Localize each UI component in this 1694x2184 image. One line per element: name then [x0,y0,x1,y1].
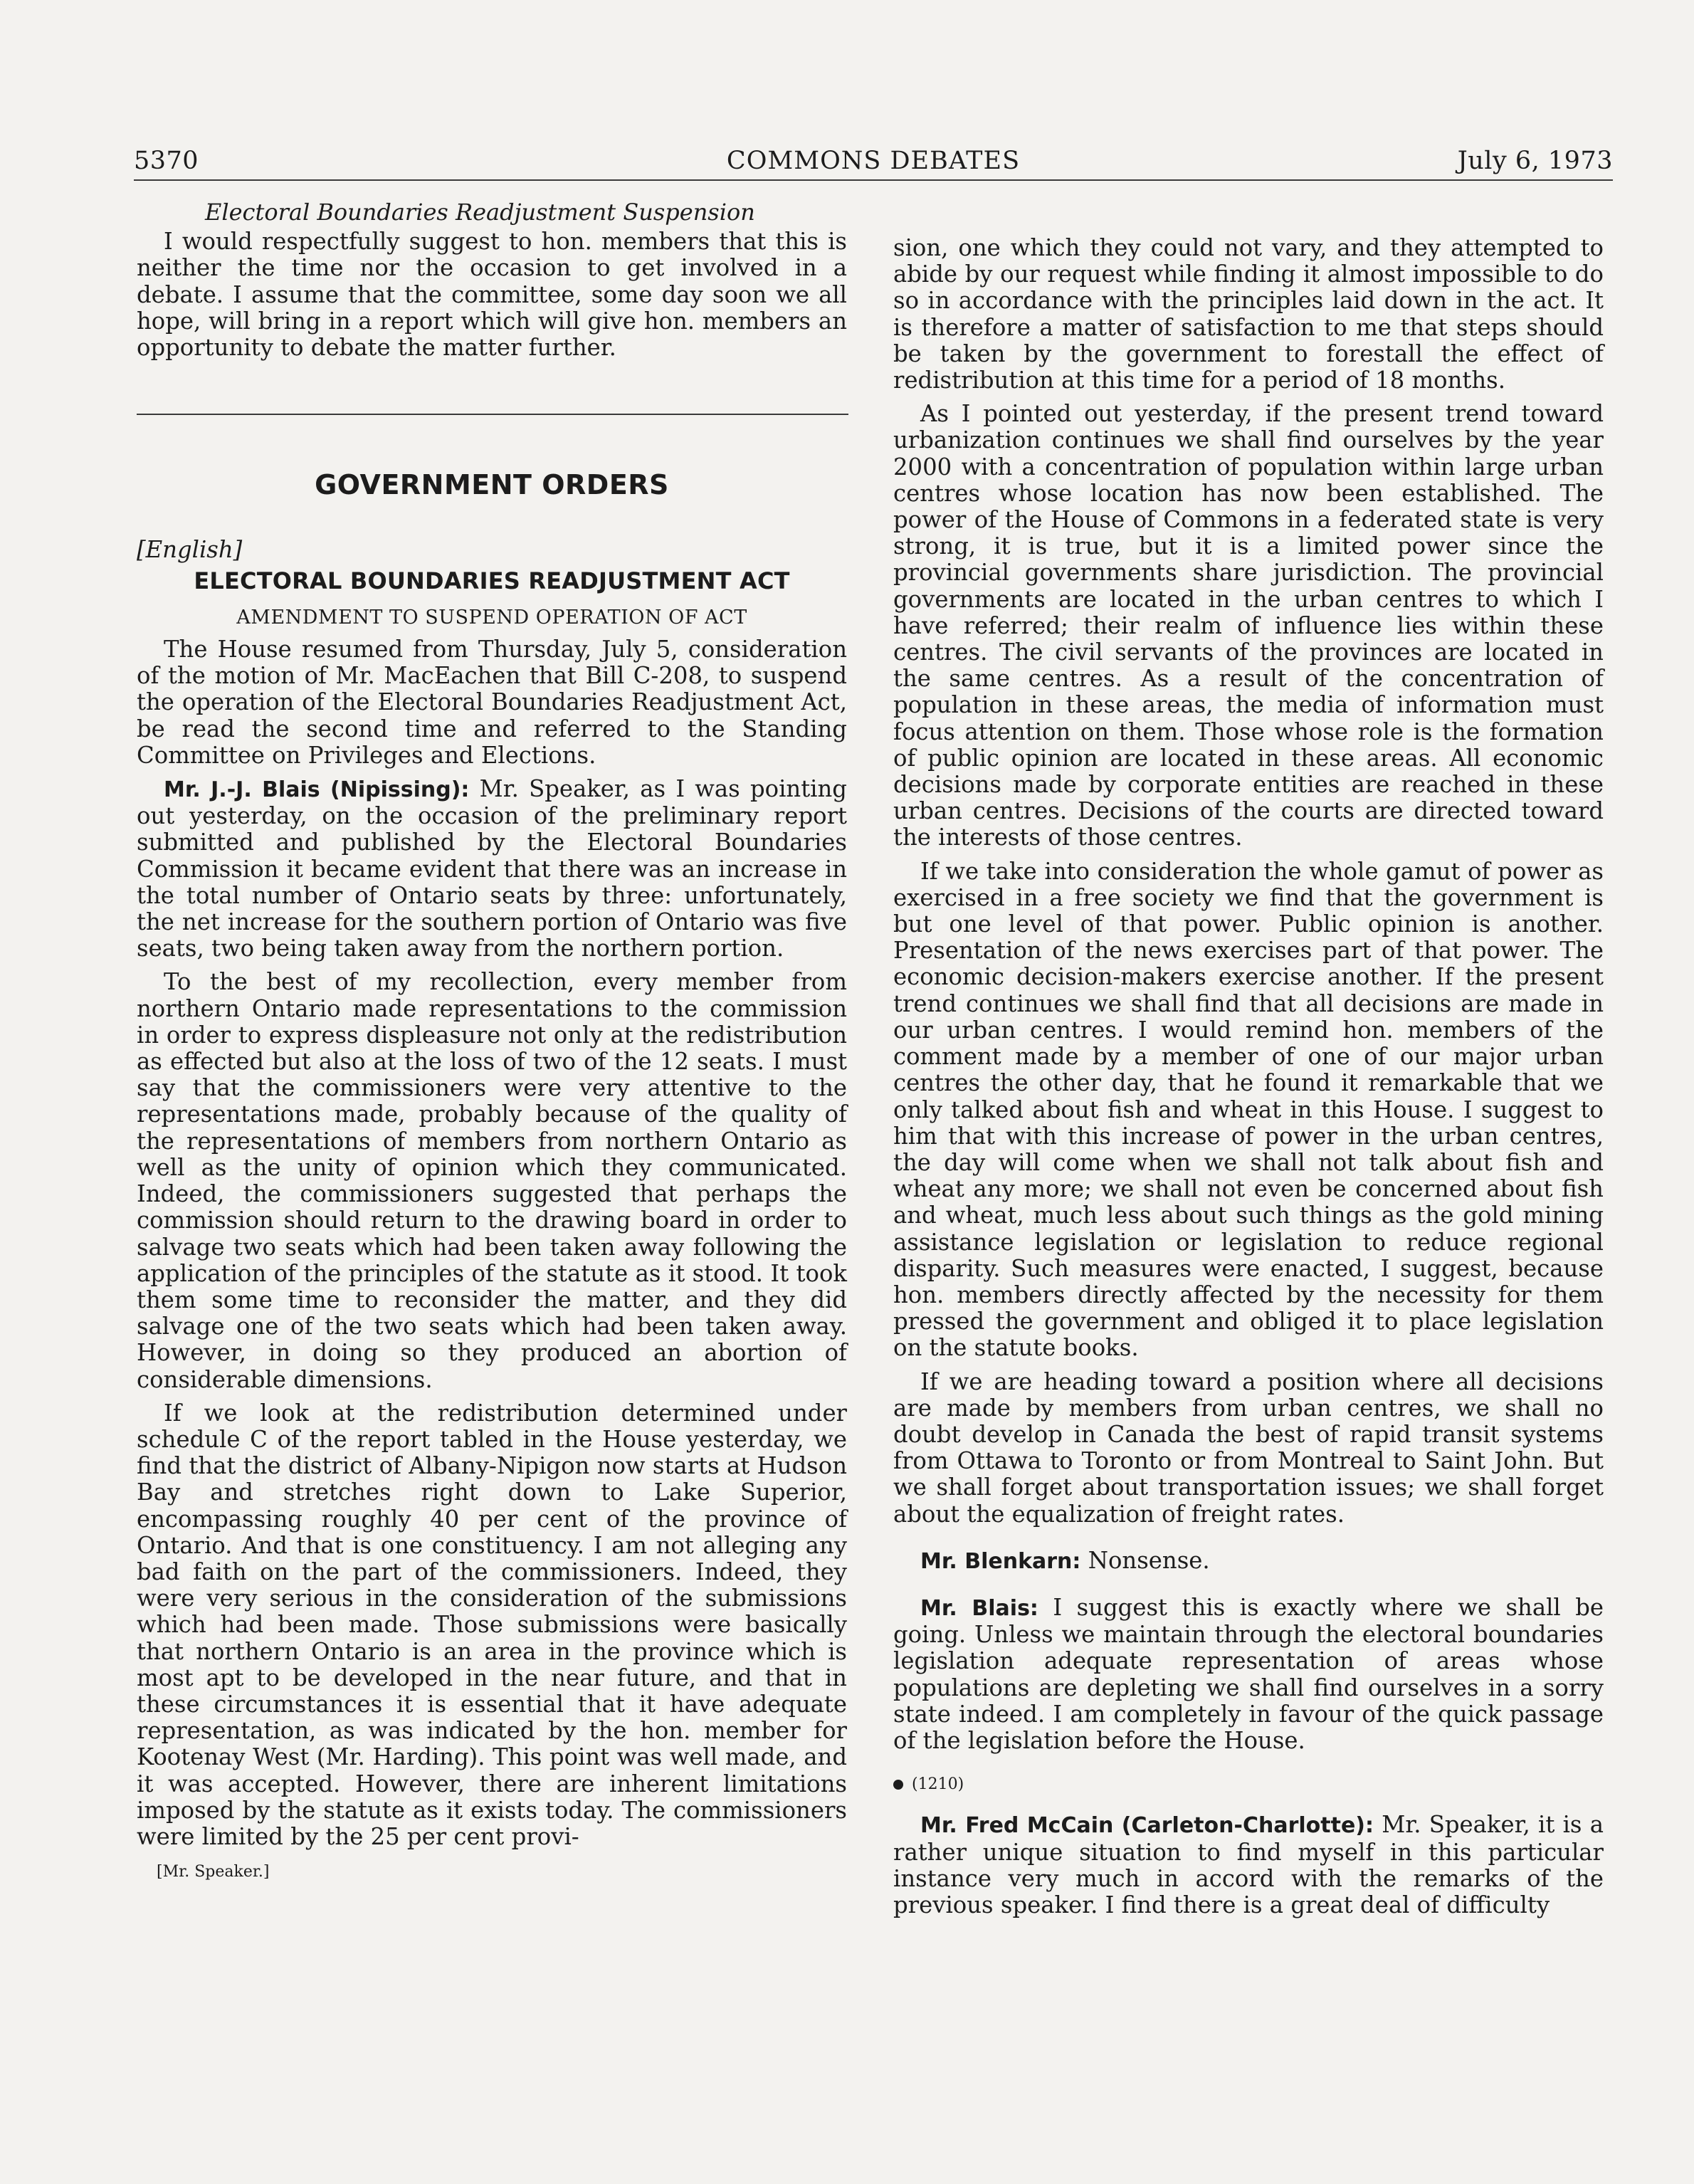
right-column [893,235,1604,1918]
act-title: ELECTORAL BOUNDARIES READJUSTMENT ACT [194,567,790,594]
speaker-name: Mr. Blenkarn: [920,1548,1081,1574]
trend-paragraph: As I pointed out yesterday, if the present trend toward urbanization continues we shall find ourselves by the year 2000 with a concentration of population within large urban centres whose location has now been established. The power of the House of Commons in a federated state is very strong, it is true, but it is a limited power since the provincial governments share jurisdiction. The provincial governments are located in the urban centres to which I have referred; their realm of influence lies within these centres. The civil servants of the provinces are located in the same centres. As a result of the concentration of population in these areas, the media of information must focus attention on them. Those whose role is the formation of public opinion are located in these areas. All economic decisions made by corporate entities are reached in these urban centres. Decisions of the courts are directed toward the interests of those centres. [893,400,1604,851]
page-header [134,142,1613,181]
page-date: July 6, 1973 [1457,147,1613,175]
section-divider [137,414,848,415]
speaker-name: Mr. Fred McCain (Carleton-Charlotte): [920,1813,1374,1839]
mccain-paragraph: Mr. Fred McCain (Carleton-Charlotte): Mr. Speaker, it is a rather unique situation to find myself in this particular instance very much in accord with the remarks of the previous speaker. I find there is a great deal of difficulty [893,1811,1604,1918]
blais-final-paragraph: Mr. Blais: I suggest this is exactly where we shall be going. Unless we maintain through the electoral boundaries legislation adequate representation of areas whose populations are depleting we shall find ourselves in a sorry state indeed. I am completely in favour of the quick passage of the legislation before the House. [893,1593,1604,1754]
blais-paragraph-3: If we look at the redistribution determined under schedule C of the report tabled in the House yesterday, we find that the district of Albany-Nipigon now starts at Hudson Bay and stretches right down to Lake Superior, encompassing roughly 40 per cent of the province of Ontario. And that is one constituency. I am not alleging any bad faith on the part of the commissioners. Indeed, they were very serious in the consideration of the submissions which had been made. Those submissions were basically that northern Ontario is an area in the province which is most apt to be developed in the near future, and that in these circumstances it is essential that it have adequate representation, as was indicated by the hon. member for Kootenay West (Mr. Harding). This point was well made, and it was accepted. However, there are inherent limitations imposed by the statute as it exists today. The commissioners were limited by the 25 per cent provi- [137,1399,847,1850]
intro-paragraph: I would respectfully suggest to hon. members that this is neither the time nor the occasion to get involved in a debate. I assume that the committee, some day soon we all hope, will bring in a report which will give hon. members an opportunity to debate the matter further. [137,228,847,362]
blenkarn-paragraph: Mr. Blenkarn: Nonsense. [920,1546,1210,1574]
resumed-paragraph: The House resumed from Thursday, July 5, consideration of the motion of Mr. MacEachen that Bill C-208, to suspend the operation of the Electoral Boundaries Readjustment Act, be read the second time and referred to the Standing Committee on Privileges and Elections. [137,636,847,769]
power-paragraph: If we take into consideration the whole gamut of power as exercised in a free society we find that the government is but one level of that power. Public opinion is another. Presentation of the news exercises part of that power. The economic decision-makers exercise another. If the present trend continues we shall find that all decisions are made in our urban centres. I would remind hon. members of the comment made by a member of one of our major urban centres the other day, that he found it remarkable that we only talked about fish and wheat in this House. I suggest to him that with this increase of power in the urban centres, the day will come when we shall not talk about fish and wheat any more; we shall not even be concerned about fish and wheat, much less about such things as the gold mining assistance legislation or legislation to reduce regional disparity. Such measures were enacted, I suggest, because hon. members directly affected by the necessity for them pressed the government and obliged it to place legislation on the statute books. [893,857,1604,1362]
continued-paragraph: sion, one which they could not vary, and they attempted to abide by our request while finding it almost impossible to do so in accordance with the principles laid down in the act. It is therefore a matter of satisfaction to me that steps should be taken by the government to forestall the effect of redistribution at this time for a period of 18 months. [893,234,1604,394]
page-number: 5370 [134,147,199,175]
blais-paragraph-1: Mr. J.-J. Blais (Nipissing): Mr. Speaker, as I was pointing out yesterday, on the occasion of the preliminary report submitted and published by the Electoral Boundaries Commission it became evident that there was an increase in the total number of Ontario seats by three: unfortunately, the net increase for the southern portion of Ontario was five seats, two being taken away from the northern portion. [137,775,847,962]
language-tag: [English] [137,536,243,564]
speaker-footnote: [Mr. Speaker.] [157,1863,270,1881]
speaker-name: Mr. Blais: [920,1595,1038,1621]
time-marker: (1210) [893,1771,1604,1797]
act-subtitle: AMENDMENT TO SUSPEND OPERATION OF ACT [236,606,747,629]
heading-paragraph: If we are heading toward a position where all decisions are made by members from urban centres, we shall no doubt develop in Canada the best of rapid transit systems from Ottawa to Toronto or from Montreal to Saint John. But we shall forget about transportation issues; we shall forget about the equalization of freight rates. [893,1367,1604,1528]
section-heading: GOVERNMENT ORDERS [315,469,669,501]
speaker-name: Mr. J.-J. Blais (Nipissing): [164,777,470,803]
left-column [137,199,847,1885]
running-title: Electoral Boundaries Readjustment Suspension [205,199,755,226]
publication-title: COMMONS DEBATES [726,147,1021,175]
bullet-icon [893,1780,903,1790]
blais-paragraph-2: To the best of my recollection, every member from northern Ontario made representations to the commission in order to express displeasure not only at the redistribution as effected but also at the loss of two of the 12 seats. I must say that the commissioners were very attentive to the representations made, probably because of the quality of the representations of members from northern Ontario as well as the unity of opinion which they communicated. Indeed, the commissioners suggested that perhaps the commission should return to the drawing board in order to salvage two seats which had been taken away following the application of the principles of the statute as it stood. It took them some time to reconsider the matter, and they did salvage one of the two seats which had been taken away. However, in doing so they produced an abortion of considerable dimensions. [137,968,847,1393]
